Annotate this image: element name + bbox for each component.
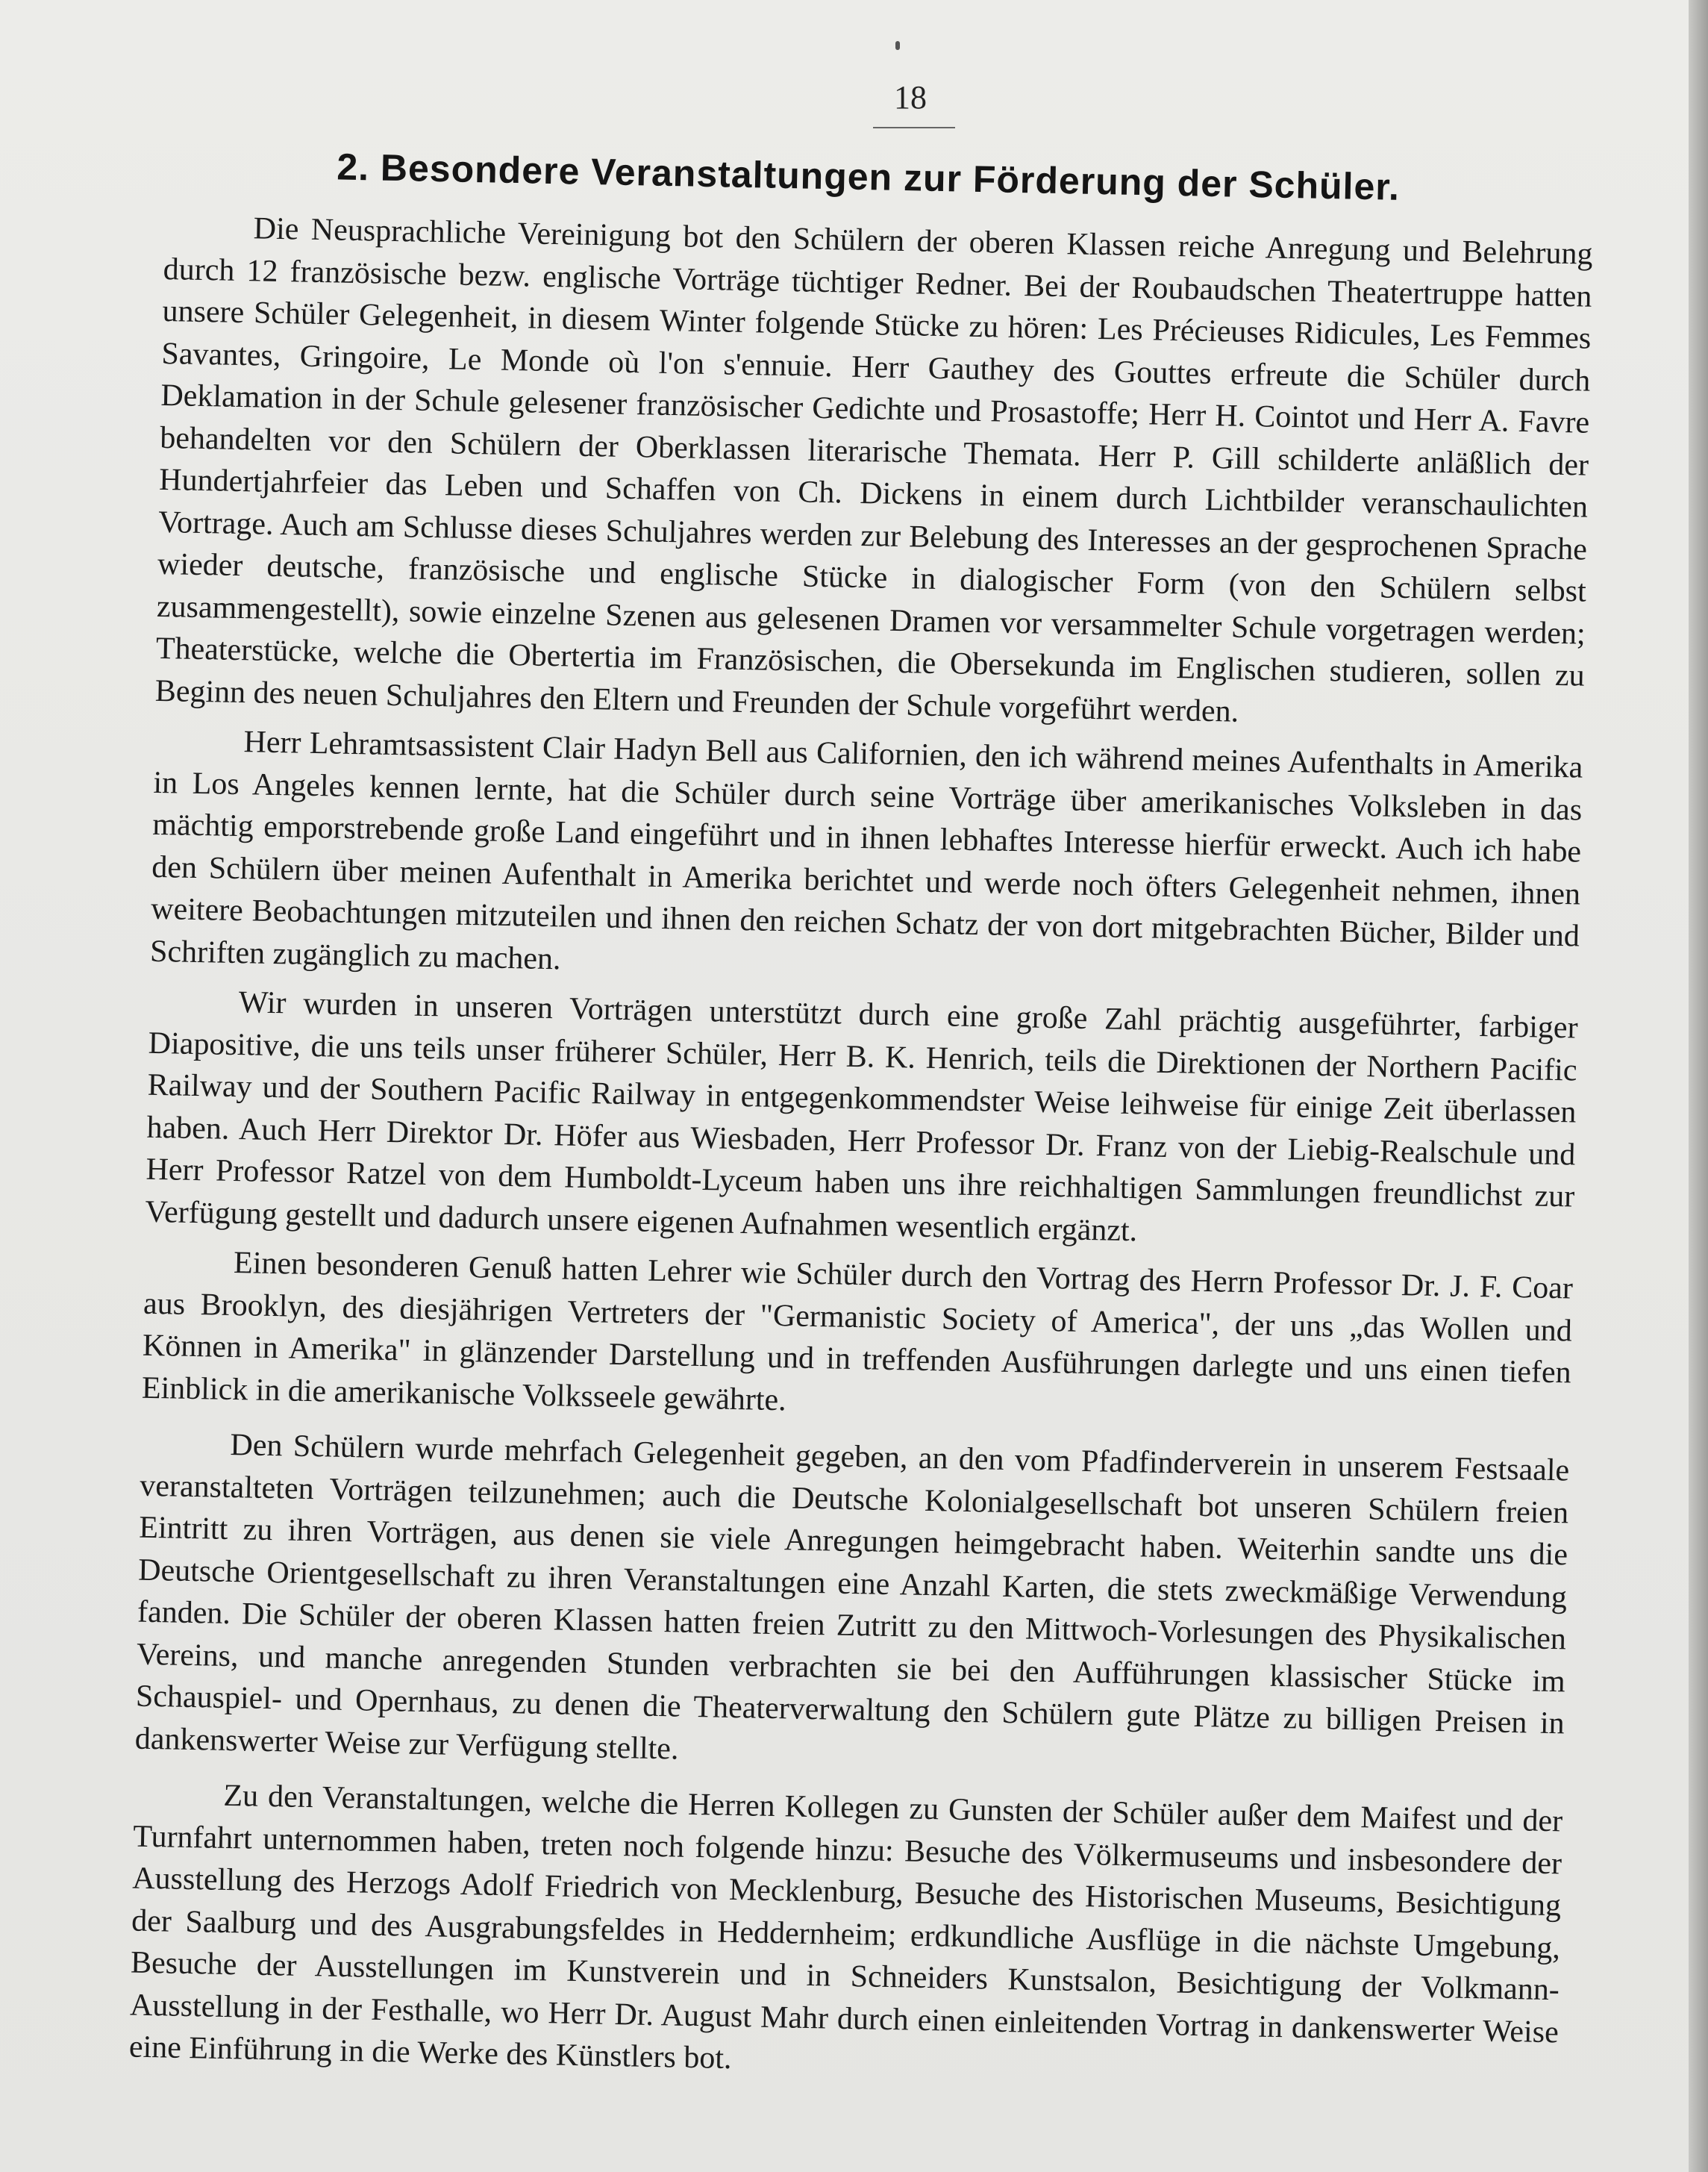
paragraph-3: Wir wurden in unseren Vorträgen unterstützt durch eine große Zahl prächtig ausgeführter, farbiger Diapositive, die uns teils unser früherer Schüler, Herr B. K. Henrich, teils die Direktionen der Northern Pacific Railway und der Southern Pacific Railway in entgegenkommendster Weise leihweise für einige Zeit überlassen haben. Auch Herr Direktor Dr. Höfer aus Wiesbaden, Herr Professor Dr. Franz von der Liebig-Realschule und Herr Professor Ratzel von dem Humboldt-Lyceum haben uns ihre reichhaltigen Sammlungen freundlichst zur Verfügung gestellt und dadurch unsere eigenen Aufnahmen wesentlich ergänzt. xyxy=(145,985,1578,1248)
scan-speck xyxy=(895,41,900,50)
page-number-rule xyxy=(873,127,955,128)
paragraph-2: Herr Lehramtsassistent Clair Hadyn Bell aus Californien, den ich während meines Aufenthalts in Amerika in Los Angeles kennen lernte, hat die Schüler durch seine Vorträge über amerikanisches Volksleben in das mächtig emporstrebende große Land eingeführt und in ihnen lebhaftes Interesse hierfür erweckt. Auch ich habe den Schülern über meinen Aufenthalt in Amerika berichtet und werde noch öfters Gelegenheit nehmen, ihnen weitere Beobachtungen mitzuteilen und ihnen den reichen Schatz der von dort mitgebrachten Bücher, Bilder und Schriften zugänglich zu machen. xyxy=(149,725,1583,976)
paragraph-4: Einen besonderen Genuß hatten Lehrer wie Schüler durch den Vortrag des Herrn Professor Dr. J. F. Coar aus Brooklyn, des diesjährigen Vertreters der "Germanistic Society of America", der uns „das Wollen und Können in Amerika" in glänzender Darstellung und in treffenden Ausführungen darlegte und uns einen tiefen Einblick in die amerikanische Volksseele gewährte. xyxy=(141,1246,1574,1417)
scan-edge-shadow xyxy=(1689,0,1708,2172)
page-content xyxy=(128,142,1594,2103)
section-heading: 2. Besondere Veranstaltungen zur Förderung der Schüler. xyxy=(336,146,1401,208)
page-number: 18 xyxy=(894,79,927,116)
paragraph-6: Zu den Veranstaltungen, welche die Herren Kollegen zu Gunsten der Schüler außer dem Maifest und der Turnfahrt unternommen haben, treten noch folgende hinzu: Besuche des Völkermuseums und insbesondere der Ausstellung des Herzogs Adolf Friedrich von Mecklenburg, Besuche des Historischen Museums, Besichtigung der Saalburg und des Ausgrabungsfeldes in Heddernheim; erdkundliche Ausflüge in die nächste Umgebung, Besuche der Ausstellungen im Kunstverein und in Schneiders Kunstsalon, Besichtigung der Volkmann-Ausstellung in der Festhalle, wo Herr Dr. August Mahr durch einen einleitenden Vortrag in dankenswerter Weise eine Einführung in die Werke des Künstlers bot. xyxy=(128,1778,1563,2076)
paragraph-5: Den Schülern wurde mehrfach Gelegenheit gegeben, an den vom Pfadfinderverein in unserem Festsaale veranstalteten Vorträgen teilzunehmen; auch die Deutsche Kolonialgesellschaft bot unseren Schülern freien Eintritt zu ihren Vorträgen, aus denen sie viele Anregungen heimgebracht haben. Weiterhin sandte uns die Deutsche Orientgesellschaft zu ihren Veranstaltungen eine Anzahl Karten, die stets zweckmäßige Verwendung fanden. Die Schüler der oberen Klassen hatten freien Zutritt zu den Mittwoch-Vorlesungen des Physikalischen Vereins, und manche anregenden Stunden verbrachten sie bei den Aufführungen klassischer Stücke im Schauspiel- und Opernhaus, zu denen die Theaterverwaltung den Schülern gute Plätze zu billigen Preisen in dankenswerter Weise zur Verfügung stellte. xyxy=(134,1427,1570,1767)
paragraph-1: Die Neusprachliche Vereinigung bot den Schülern der oberen Klassen reiche Anregung und Belehrung durch 12 französische bezw. englische Vorträge tüchtiger Redner. Bei der Roubaudschen Theatertruppe hatten unsere Schüler Gelegenheit, in diesem Winter folgende Stücke zu hören: Les Précieuses Ridicules, Les Femmes Savantes, Gringoire, Le Monde où l'on s'ennuie. Herr Gauthey des Gouttes erfreute die Schüler durch Deklamation in der Schule gelesener französischer Gedichte und Prosastoffe; Herr H. Cointot und Herr A. Favre behandelten vor den Schülern der Oberklassen literarische Themata. Herr P. Gill schilderte anläßlich der Hundertjahrfeier das Leben und Schaffen von Ch. Dickens in einem durch Lichtbilder veranschaulichten Vortrage. Auch am Schlusse dieses Schuljahres werden zur Belebung des Interesses an der gesprochenen Sprache wieder deutsche, französische und englische Stücke in dialogischer Form (von den Schülern selbst zusammengestellt), sowie einzelne Szenen aus gelesenen Dramen vor versammelter Schule vorgetragen werden; Theaterstücke, welche die Obertertia im Französischen, die Obersekunda im Englischen studieren, sollen zu Beginn des neuen Schuljahres den Eltern und Freunden der Schule vorgeführt werden. xyxy=(154,211,1593,729)
